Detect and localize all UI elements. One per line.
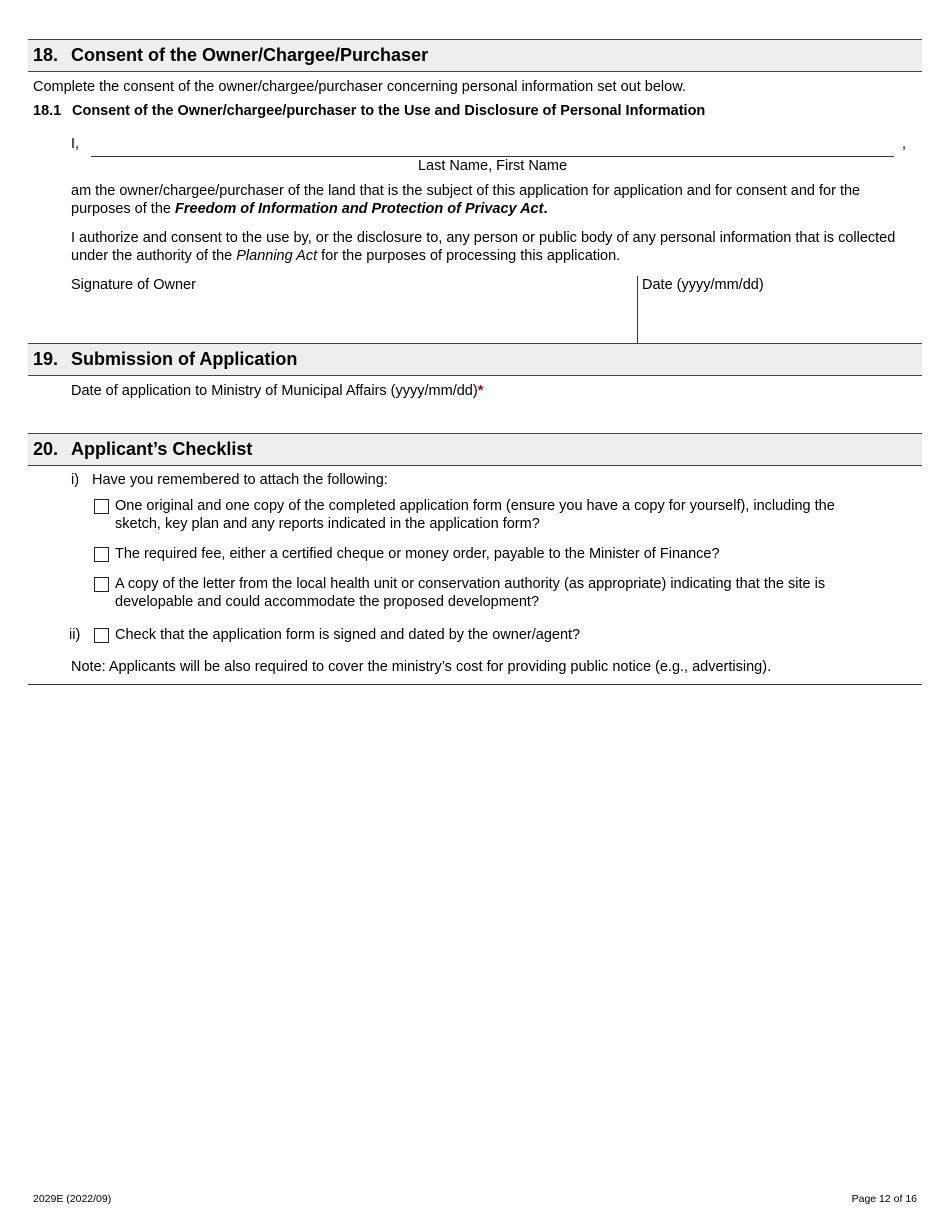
section-19-header [28, 343, 922, 376]
form-id: 2029E (2022/09) [33, 1193, 112, 1205]
checklist-note: Note: Applicants will be also required to cover the ministry’s cost for providing public notice (e.g., advertising). [71, 659, 772, 675]
signature-date-divider [637, 276, 638, 343]
section-title: Consent of the Owner/Chargee/Purchaser [71, 45, 429, 65]
paragraph-1-end: . [543, 201, 548, 217]
paragraph-1-text: am the owner/chargee/purchaser of the land that is the subject of this application for application and for consent and for the purposes of the [71, 183, 861, 217]
submission-date-text: Date of application to Ministry of Municipal Affairs (yyyy/mm/dd) [71, 383, 478, 399]
checklist-checkbox-signed-dated[interactable] [94, 628, 109, 643]
name-field[interactable] [91, 136, 894, 157]
section-20-bottom-rule [28, 684, 922, 685]
page-number: Page 12 of 16 [851, 1193, 917, 1205]
section-title: Applicant’s Checklist [71, 439, 253, 459]
section-18-intro: Complete the consent of the owner/chargee/purchaser concerning personal information set out below. [33, 79, 686, 95]
section-title: Submission of Application [71, 349, 298, 369]
i-label: I, [71, 136, 80, 152]
paragraph-2-text-b: for the purposes of processing this application. [317, 248, 621, 264]
foippa-act-name: Freedom of Information and Protection of Privacy Act [175, 201, 544, 217]
signature-field[interactable] [71, 296, 631, 340]
section-number: 19. [33, 349, 59, 369]
checklist-item-1-line-2: sketch, key plan and any reports indicated in the application form? [115, 516, 540, 532]
date-label: Date (yyyy/mm/dd) [642, 277, 764, 293]
checklist-checkbox-fee[interactable] [94, 547, 109, 562]
checklist-checkbox-health-letter[interactable] [94, 577, 109, 592]
question-2-marker: ii) [69, 627, 81, 643]
name-caption: Last Name, First Name [417, 158, 568, 174]
section-number: 18. [33, 45, 59, 65]
checklist-item-3-line-1: A copy of the letter from the local health unit or conservation authority (as appropriate) indicating that the site is [115, 576, 826, 592]
section-number: 20. [33, 439, 59, 459]
checklist-item-1-line-1: One original and one copy of the completed application form (ensure you have a copy for yourself), including the [115, 498, 835, 514]
checklist-checkbox-application-copies[interactable] [94, 499, 109, 514]
checklist-item-3-line-2: developable and could accommodate the proposed development? [115, 594, 540, 610]
subsection-18-1-title: Consent of the Owner/chargee/purchaser to the Use and Disclosure of Personal Information [72, 103, 706, 119]
submission-date-field[interactable] [71, 402, 911, 430]
consent-paragraph-2 [71, 229, 901, 265]
subsection-18-1-number: 18.1 [33, 103, 62, 119]
question-1-marker: i) [71, 472, 80, 488]
checklist-item-2: The required fee, either a certified cheque or money order, payable to the Minister of Finance? [115, 546, 720, 562]
signature-label: Signature of Owner [71, 277, 196, 293]
section-20-header [28, 433, 922, 466]
date-field[interactable] [642, 296, 917, 340]
checklist-item-4: Check that the application form is signed and dated by the owner/agent? [115, 627, 581, 643]
planning-act-name: Planning Act [236, 248, 318, 264]
consent-paragraph-1 [71, 182, 901, 218]
trailing-comma: , [902, 136, 907, 152]
submission-date-label [71, 382, 483, 400]
required-asterisk: * [477, 383, 484, 399]
paragraph-2-text-a: I authorize and consent to the use by, or the disclosure to, any person or public body of any personal information that is collected under the authority of the [71, 230, 896, 264]
section-18-header [28, 39, 922, 72]
question-1-text: Have you remembered to attach the following: [92, 472, 388, 488]
